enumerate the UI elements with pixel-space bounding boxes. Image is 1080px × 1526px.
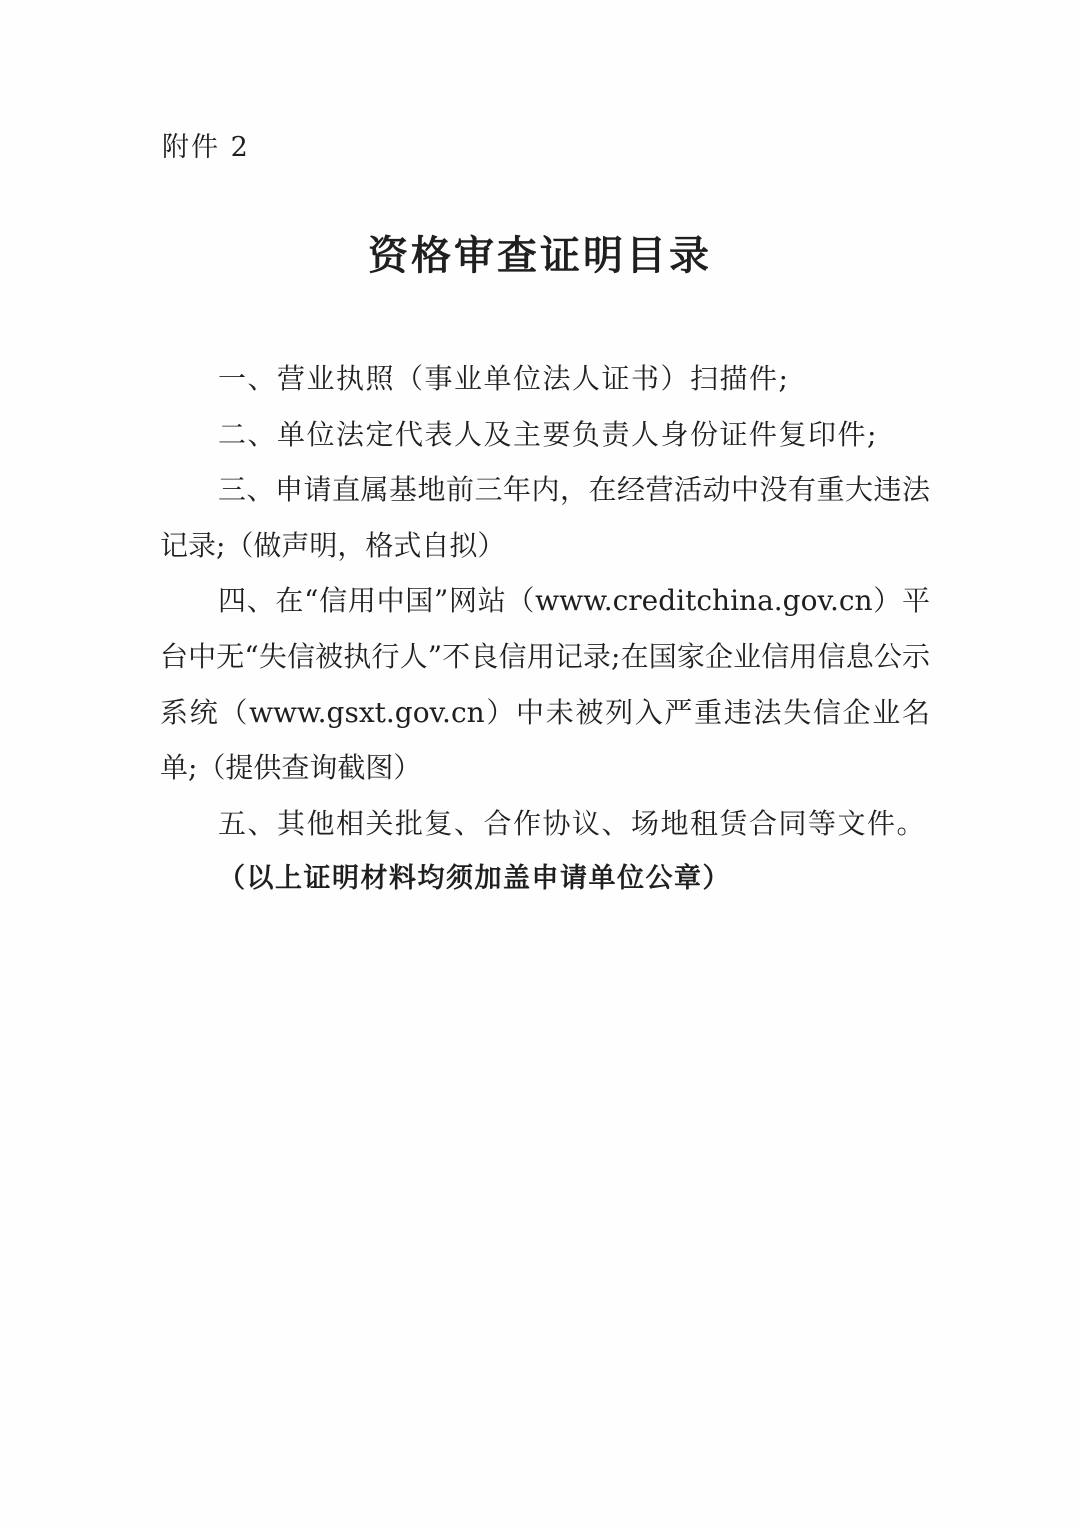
list-item-no-violation-record: 三、申请直属基地前三年内，在经营活动中没有重大违法记录;（做声明，格式自拟）: [160, 473, 930, 562]
document-body: [160, 351, 930, 907]
attachment-label: 附件 2: [162, 132, 250, 163]
list-item-id-documents: 二、单位法定代表人及主要负责人身份证件复印件;: [218, 417, 878, 451]
list-item-business-license: 一、营业执照（事业单位法人证书）扫描件;: [218, 362, 790, 395]
list-item-credit-check: 四、在“信用中国”网站（www.creditchina.gov.cn）平台中无“失信被执行人”不良信用记录;在国家企业信用信息公示系统（www.gsxt.gov.cn）中未被列入严重违法失信企业名单;（提供查询截图）: [160, 584, 930, 785]
document-title: 资格审查证明目录: [368, 233, 712, 279]
seal-requirement-note: （以上证明材料均须加盖申请单位公章）: [218, 863, 731, 895]
list-item-other-documents: 五、其他相关批复、合作协议、场地租赁合同等文件。: [218, 806, 927, 840]
